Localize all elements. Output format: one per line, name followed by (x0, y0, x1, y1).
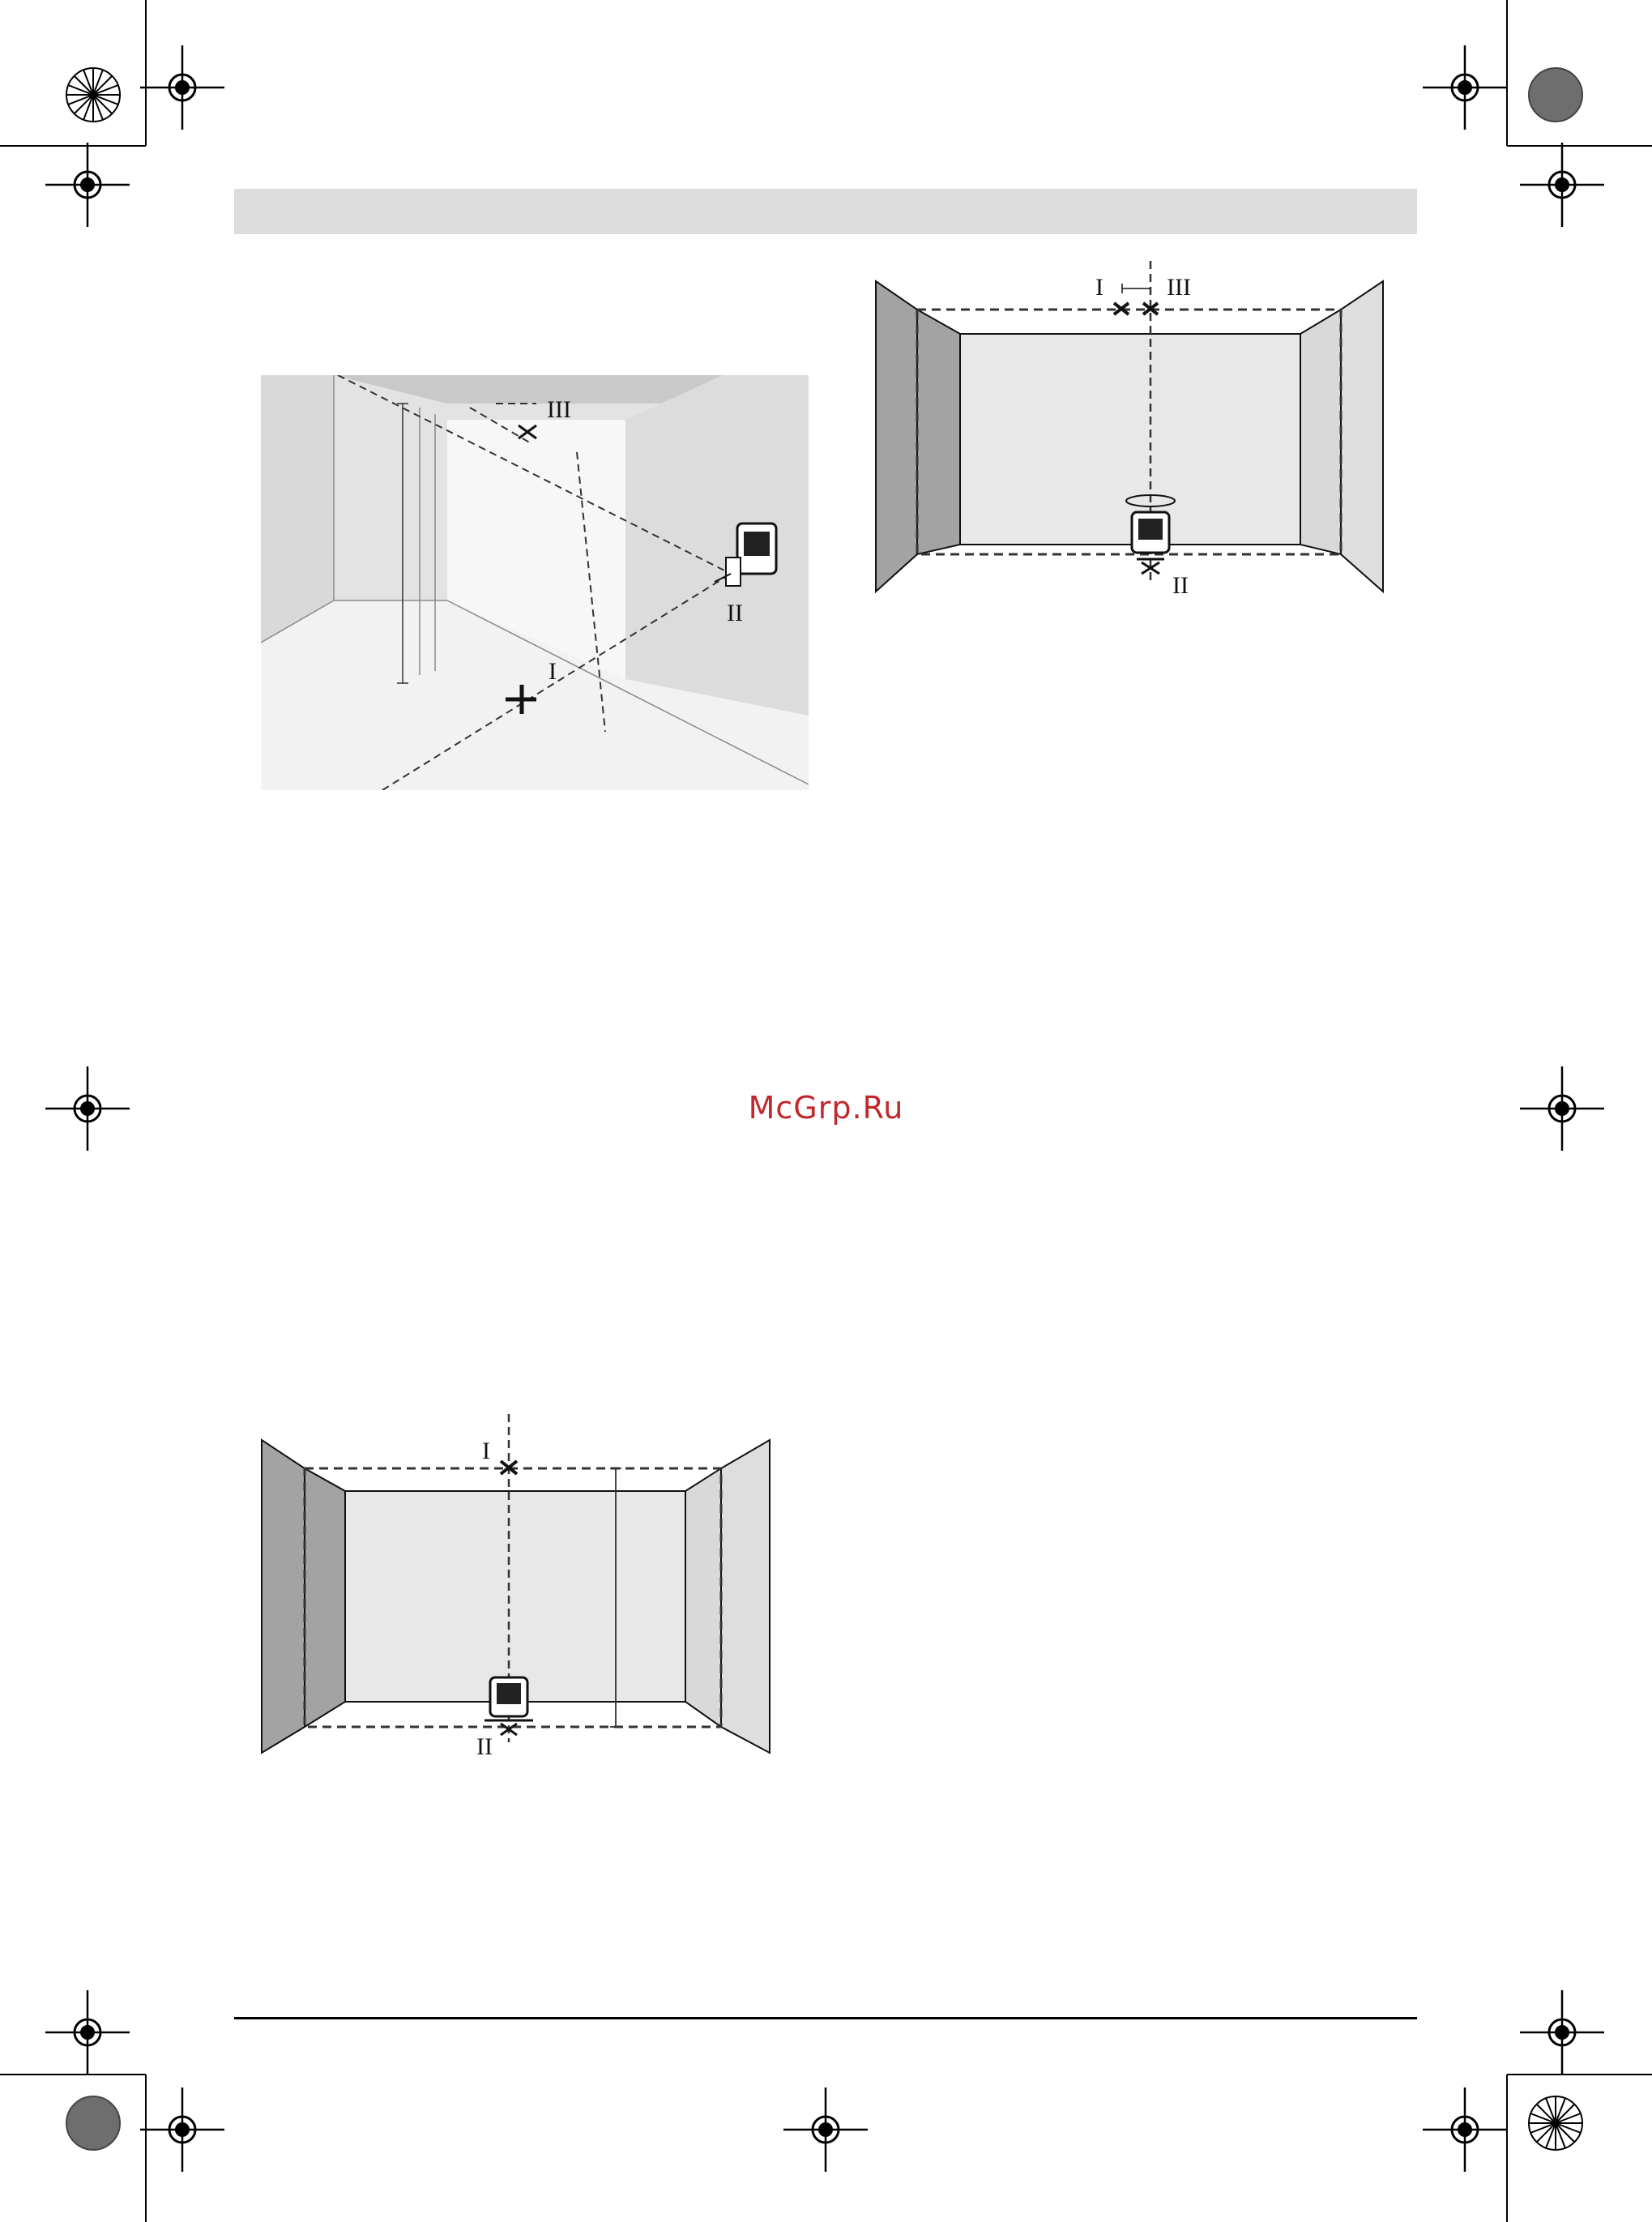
svg-text:I: I (482, 1438, 490, 1464)
svg-text:II: II (1172, 572, 1189, 597)
svg-text:I: I (1095, 274, 1103, 301)
svg-text:II: II (476, 1733, 493, 1760)
figure-room-top (871, 261, 1389, 597)
registration-burst-tl (66, 68, 120, 122)
registration-burst-br (1529, 2096, 1582, 2150)
svg-text:II: II (727, 600, 743, 626)
svg-text:I: I (549, 658, 557, 685)
registration-gray-bl (66, 2096, 120, 2150)
svg-text:III: III (1167, 274, 1191, 301)
figure-room-bottom (258, 1414, 773, 1763)
watermark: McGrp.Ru (748, 1090, 904, 1126)
registration-gray-tr (1529, 68, 1582, 122)
svg-text:III: III (547, 396, 571, 423)
figure-perspective (261, 375, 809, 790)
